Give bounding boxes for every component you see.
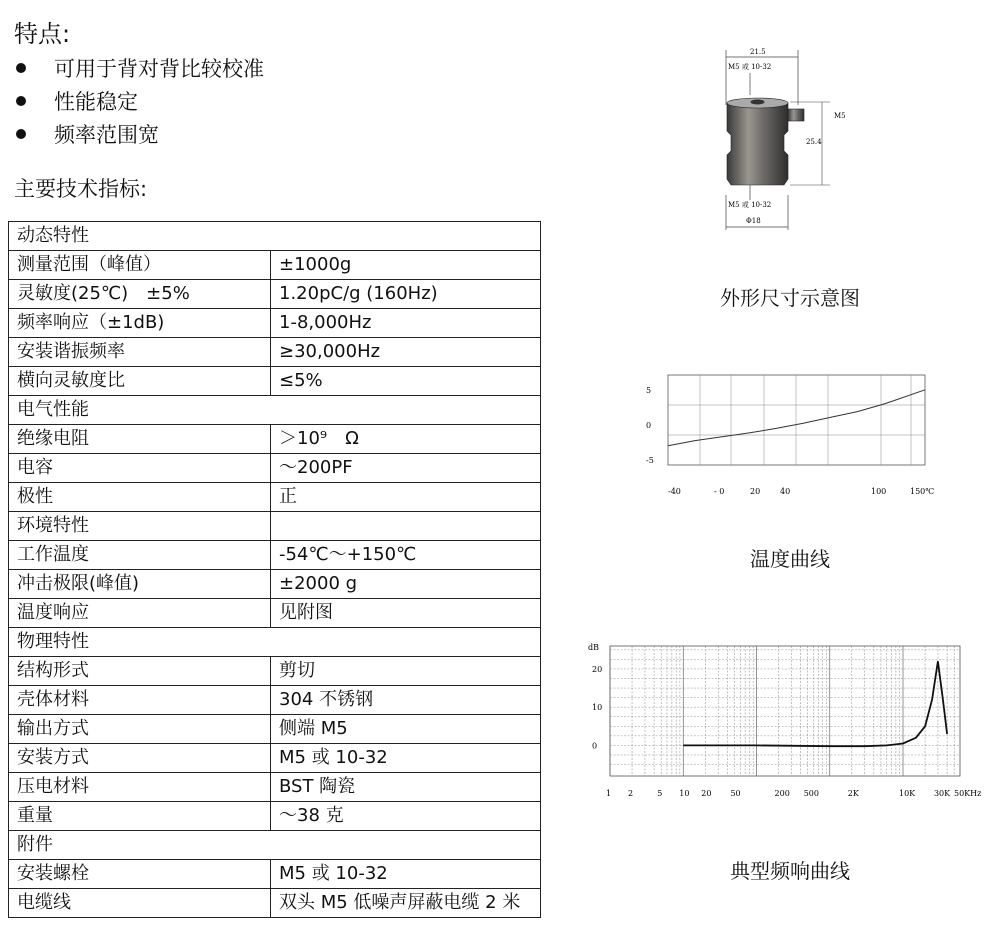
spec-value: ＞10⁹ Ω xyxy=(271,425,541,454)
spec-row xyxy=(9,570,541,599)
spec-section-row xyxy=(9,628,541,657)
y-tick-label: 0 xyxy=(646,421,652,430)
x-tick-label: 2 xyxy=(628,789,634,798)
x-tick-label: 50KHz xyxy=(954,789,982,798)
y-tick-label: 5 xyxy=(646,386,652,395)
spec-value: ～200PF xyxy=(271,454,541,483)
spec-section-label: 附件 xyxy=(9,831,541,860)
spec-value: ～38 克 xyxy=(271,802,541,831)
spec-label: 绝缘电阻 xyxy=(9,425,271,454)
plot-frame xyxy=(668,375,925,465)
x-tick-label: 20 xyxy=(701,789,712,798)
spec-label: 冲击极限(峰值) xyxy=(9,570,271,599)
spec-section-label: 物理特性 xyxy=(9,628,541,657)
spec-label: 频率响应（±1dB) xyxy=(9,309,271,338)
spec-label: 横向灵敏度比 xyxy=(9,367,271,396)
spec-label: 压电材料 xyxy=(9,773,271,802)
spec-row xyxy=(9,541,541,570)
feature-item: 可用于背对背比较校准 xyxy=(16,53,264,83)
spec-value: ≤5% xyxy=(271,367,541,396)
spec-row xyxy=(9,483,541,512)
spec-value: 正 xyxy=(271,483,541,512)
spec-label: 环境特性 xyxy=(9,512,271,541)
spec-row xyxy=(9,367,541,396)
spec-value: 见附图 xyxy=(271,599,541,628)
dim-side-thread-label: M5 xyxy=(834,112,846,120)
spec-row xyxy=(9,599,541,628)
bullet-icon xyxy=(16,63,26,73)
frequency-caption: 典型频响曲线 xyxy=(730,859,850,883)
feature-item: 性能稳定 xyxy=(16,86,138,116)
spec-row xyxy=(9,802,541,831)
x-tick-label: 30K xyxy=(933,789,951,798)
y-axis-label: dB xyxy=(588,643,599,652)
spec-label: 壳体材料 xyxy=(9,686,271,715)
spec-value xyxy=(271,512,541,541)
frequency-response-chart xyxy=(580,638,990,808)
spec-value: 1.20pC/g (160Hz) xyxy=(271,280,541,309)
dim-diameter-label: Φ18 xyxy=(746,217,761,225)
spec-row xyxy=(9,454,541,483)
spec-value: M5 或 10-32 xyxy=(271,744,541,773)
spec-value: M5 或 10-32 xyxy=(271,860,541,889)
y-tick-label: 0 xyxy=(592,741,598,751)
side-connector xyxy=(788,109,804,121)
spec-value: 304 不锈钢 xyxy=(271,686,541,715)
spec-value: 剪切 xyxy=(271,657,541,686)
x-tick-label: 150℃ xyxy=(910,487,935,496)
x-tick-label: -40 xyxy=(668,487,681,496)
features-title: 特点: xyxy=(14,20,71,48)
frequency-response-line xyxy=(683,661,947,746)
dimension-caption: 外形尺寸示意图 xyxy=(720,286,860,310)
y-tick-label: -5 xyxy=(646,456,654,465)
spec-row xyxy=(9,773,541,802)
spec-label: 安装螺栓 xyxy=(9,860,271,889)
dimension-drawing xyxy=(700,45,880,235)
spec-label: 重量 xyxy=(9,802,271,831)
spec-table xyxy=(8,221,541,918)
spec-value: BST 陶瓷 xyxy=(271,773,541,802)
spec-label: 灵敏度(25℃) ±5% xyxy=(9,280,271,309)
dim-top-thread-label: M5 或 10-32 xyxy=(728,63,772,71)
spec-row xyxy=(9,715,541,744)
spec-value: 1-8,000Hz xyxy=(271,309,541,338)
spec-value: 双头 M5 低噪声屏蔽电缆 2 米 xyxy=(271,889,541,918)
spec-row xyxy=(9,280,541,309)
spec-row xyxy=(9,744,541,773)
spec-value: ±1000g xyxy=(271,251,541,280)
x-tick-label: 2K xyxy=(847,789,859,798)
plot-frame xyxy=(610,646,960,776)
spec-section-row xyxy=(9,222,541,251)
spec-label: 极性 xyxy=(9,483,271,512)
dim-width-label: 21.5 xyxy=(750,48,766,56)
x-tick-label: 500 xyxy=(803,789,819,798)
spec-label: 安装谐振频率 xyxy=(9,338,271,367)
x-tick-label: 10 xyxy=(679,789,690,798)
x-tick-label: 100 xyxy=(871,487,887,496)
x-tick-label: 10K xyxy=(899,789,916,798)
spec-row xyxy=(9,338,541,367)
x-tick-label: 20 xyxy=(750,487,761,496)
x-tick-label: 5 xyxy=(657,789,663,798)
spec-value: -54℃～+150℃ xyxy=(271,541,541,570)
spec-label: 工作温度 xyxy=(9,541,271,570)
spec-row xyxy=(9,686,541,715)
spec-row xyxy=(9,889,541,918)
spec-section-row xyxy=(9,396,541,425)
specs-title: 主要技术指标: xyxy=(14,177,148,201)
spec-section-label: 电气性能 xyxy=(9,396,541,425)
spec-row xyxy=(9,860,541,889)
spec-row xyxy=(9,251,541,280)
y-tick-label: 20 xyxy=(592,664,603,674)
spec-label: 输出方式 xyxy=(9,715,271,744)
spec-row xyxy=(9,657,541,686)
spec-row xyxy=(9,425,541,454)
spec-label: 温度响应 xyxy=(9,599,271,628)
bullet-icon xyxy=(16,129,26,139)
spec-label: 安装方式 xyxy=(9,744,271,773)
spec-label: 电容 xyxy=(9,454,271,483)
spec-label: 电缆线 xyxy=(9,889,271,918)
spec-value: ±2000 g xyxy=(271,570,541,599)
dim-height-label: 25.4 xyxy=(806,138,822,146)
x-tick-label: 200 xyxy=(774,789,790,798)
spec-value: ≥30,000Hz xyxy=(271,338,541,367)
x-tick-label: 40 xyxy=(780,487,791,496)
x-tick-label: 50 xyxy=(730,789,741,798)
spec-row xyxy=(9,309,541,338)
spec-section-row xyxy=(9,831,541,860)
y-tick-label: 10 xyxy=(592,703,603,713)
spec-label: 测量范围（峰值） xyxy=(9,251,271,280)
spec-section-label: 动态特性 xyxy=(9,222,541,251)
spec-value: 侧端 M5 xyxy=(271,715,541,744)
spec-row xyxy=(9,512,541,541)
temperature-line xyxy=(668,390,925,446)
x-tick-label: 1 xyxy=(606,789,612,798)
x-tick-label: - 0 xyxy=(714,487,725,496)
temperature-chart xyxy=(640,370,940,505)
feature-item: 频率范围宽 xyxy=(16,119,159,149)
sensor-body xyxy=(727,103,788,185)
dim-bottom-thread-label: M5 或 10-32 xyxy=(728,201,772,209)
bullet-icon xyxy=(16,96,26,106)
spec-label: 结构形式 xyxy=(9,657,271,686)
temperature-caption: 温度曲线 xyxy=(750,547,830,571)
